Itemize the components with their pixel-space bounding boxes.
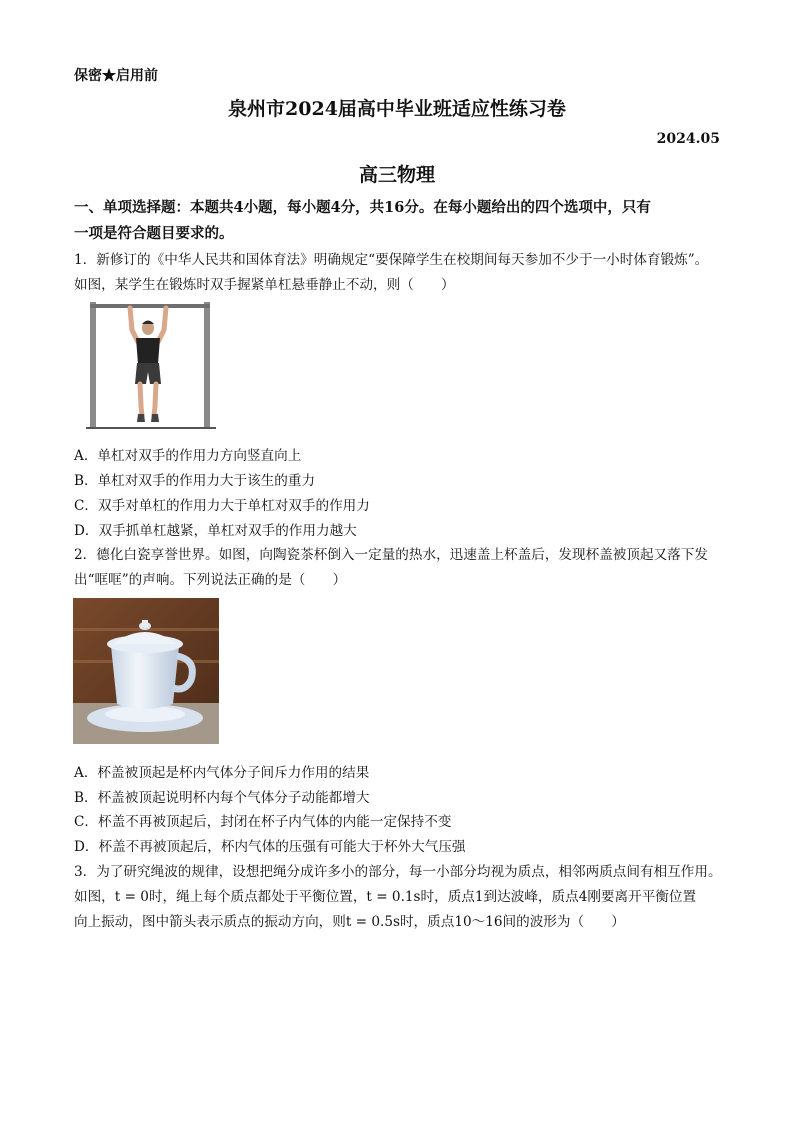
q1-option-b: B．单杠对双手的作用力大于该生的重力 — [74, 473, 316, 489]
q1-option-a: A．单杠对双手的作用力方向竖直向上 — [74, 448, 302, 464]
confidential-label: 保密★启用前 — [74, 68, 158, 84]
q2-option-d: D．杯盖不再被顶起后，杯内气体的压强有可能大于杯外大气压强 — [74, 839, 466, 855]
q3-stem-line3: 向上振动，图中箭头表示质点的振动方向，则t = 0.5s时，质点10～16间的波形为（ ） — [74, 914, 625, 930]
q1-option-d: D．双手抓单杠越紧，单杠对双手的作用力越大 — [74, 523, 357, 539]
q2-stem-line2: 出“哐哐”的声响。下列说法正确的是（ ） — [74, 572, 347, 588]
subject-title: 高三物理 — [358, 164, 435, 186]
exam-title: 泉州市2024届高中毕业班适应性练习卷 — [228, 98, 566, 120]
section-heading-line1: 一、单项选择题：本题共4小题，每小题4分，共16分。在每小题给出的四个选项中，只有 — [74, 199, 651, 216]
q2-option-b: B．杯盖被顶起说明杯内每个气体分子动能都增大 — [74, 790, 370, 806]
q1-stem-line2: 如图，某学生在锻炼时双手握紧单杠悬垂静止不动，则（ ） — [74, 277, 455, 293]
q3-stem-line1: 3．为了研究绳波的规律，设想把绳分成许多小的部分，每一小部分均视为质点，相邻两质点间有相互作用。 — [74, 864, 722, 880]
q1-option-c: C．双手对单杠的作用力大于单杠对双手的作用力 — [74, 498, 370, 514]
exam-date: 2024.05 — [656, 131, 720, 147]
pullup-figure — [86, 300, 218, 430]
q2-option-c: C．杯盖不再被顶起后，封闭在杯子内气体的内能一定保持不变 — [74, 814, 452, 830]
q1-stem-line1: 1．新修订的《中华人民共和国体育法》明确规定“要保障学生在校期间每天参加不少于一小时体育锻炼”。 — [74, 252, 709, 268]
section-heading-line2: 一项是符合题目要求的。 — [74, 225, 234, 242]
q2-option-a: A．杯盖被顶起是杯内气体分子间斥力作用的结果 — [74, 765, 370, 781]
q3-stem-line2: 如图，t = 0时，绳上每个质点都处于平衡位置，t = 0.1s时，质点1到达波峰，质点4刚要离开平衡位置 — [74, 889, 697, 905]
q2-stem-line1: 2．德化白瓷享誉世界。如图，向陶瓷茶杯倒入一定量的热水，迅速盖上杯盖后，发现杯盖被顶起又落下发 — [74, 547, 708, 563]
teacup-photo — [73, 598, 219, 744]
